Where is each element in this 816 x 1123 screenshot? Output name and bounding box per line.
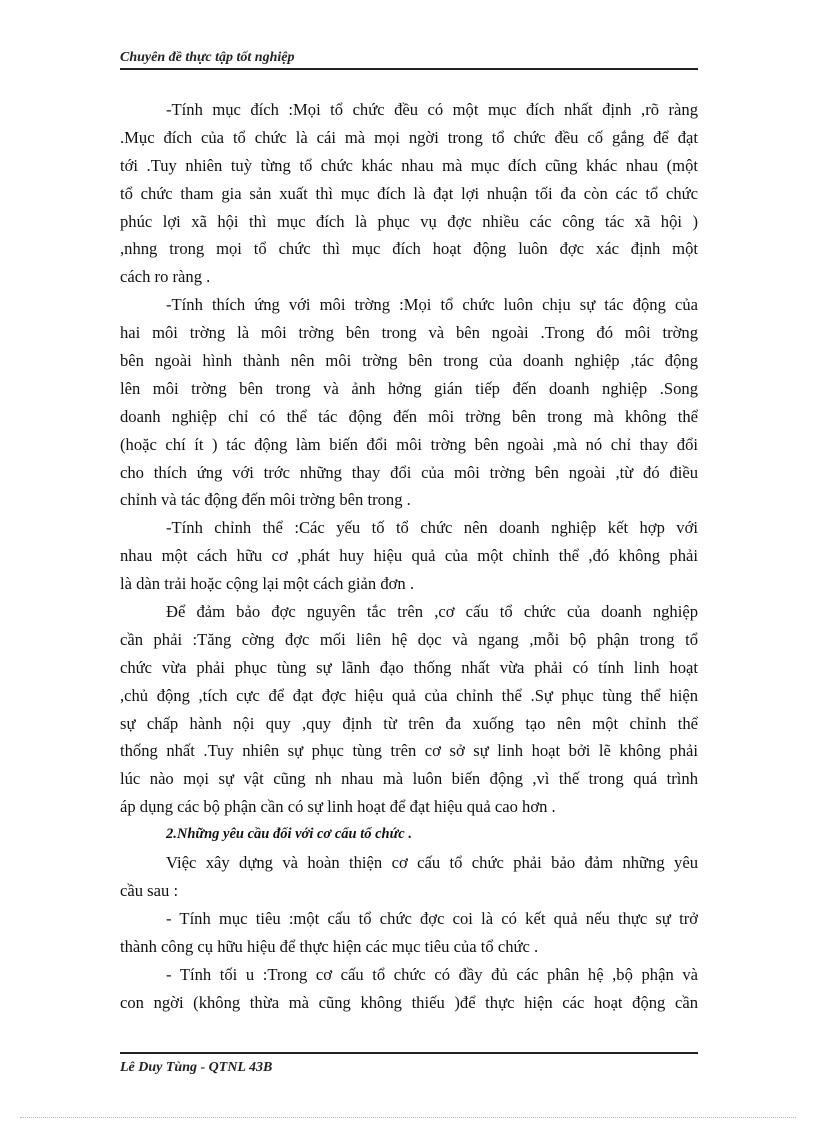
- text-line: chỉnh và tác động đến môi trờng bên trong .: [120, 490, 411, 510]
- text-line: áp dụng các bộ phận cần có sự linh hoạt để đạt hiệu quả cao hơn .: [120, 797, 556, 817]
- text-line: doanh nghiệp chỉ có thể tác động đến môi trờng bên trong mà không thể: [120, 406, 698, 426]
- text-line: .Mục đích của tổ chức là cái mà mọi ngời trong tổ chức đều cố gắng để đạt: [120, 127, 698, 147]
- text-line: phúc lợi xã hội thì mục đích là phục vụ đợc nhiều các công tác xã hội ): [120, 211, 698, 231]
- text-line: lúc nào mọi sự vật cũng nh nhau mà luôn biến động ,vì thế trong quá trình: [120, 769, 698, 789]
- page-header: [120, 50, 698, 70]
- footer-author: Lê Duy Tùng - QTNL 43B: [120, 1060, 273, 1075]
- text-line: -Tính mục đích :Mọi tổ chức đều có một mục đích nhất định ,rõ ràng: [166, 100, 698, 119]
- text-line: thành công cụ hữu hiệu để thực hiện các mục tiêu của tổ chức .: [120, 936, 539, 956]
- text-line: -Tính thích ứng với môi trờng :Mọi tổ chức luôn chịu sự tác động của: [166, 295, 698, 315]
- text-line: tổ chức tham gia sản xuất thì mục đích là đạt lợi nhuận tối đa còn các tổ chức: [120, 183, 698, 203]
- text-line: nhau một cách hữu cơ ,phát huy hiệu quả của một chỉnh thể ,đó không phải: [120, 546, 698, 566]
- page-footer: [120, 1052, 698, 1084]
- text-line: ,nhng trong mọi tổ chức thì mục đích hoạt động luôn đợc xác định một: [120, 239, 698, 259]
- document-body: [120, 96, 698, 1016]
- text-line: cầu sau :: [120, 880, 179, 900]
- text-line: cho thích ứng với trớc những thay đổi của môi trờng bên ngoài ,từ đó điều: [120, 462, 698, 482]
- text-line: lên môi trờng bên trong và ảnh hởng gián tiếp đến doanh nghiệp .Song: [120, 378, 698, 398]
- text-line: Việc xây dựng và hoàn thiện cơ cấu tổ chức phải bảo đảm những yêu: [166, 853, 698, 873]
- text-line: là dàn trải hoặc cộng lại một cách giản đơn .: [120, 574, 414, 594]
- page-boundary-divider: [20, 1117, 796, 1118]
- text-line: - Tính tối u :Trong cơ cấu tổ chức có đầy đủ các phân hệ ,bộ phận và: [166, 964, 698, 984]
- text-line: tới .Tuy nhiên tuỳ từng tổ chức khác nhau mà mục đích cũng khác nhau (một: [120, 155, 698, 175]
- text-line: bên ngoài hình thành nên môi trờng bên trong của doanh nghiệp ,tác động: [120, 351, 698, 371]
- text-line: con ngời (không thừa mà cũng không thiếu )để thực hiện các hoạt động cần: [120, 992, 698, 1012]
- text-line: hai môi trờng là môi trờng bên trong và bên ngoài .Trong đó môi trờng: [120, 323, 698, 343]
- section-heading: 2.Những yêu cầu đối với cơ cấu tổ chức .: [166, 826, 412, 843]
- text-line: ,chủ động ,tích cực để đạt đợc hiệu quả của chỉnh thể .Sự phục tùng thể hiện: [120, 685, 698, 705]
- text-line: -Tính chỉnh thể :Các yếu tố tổ chức nên doanh nghiệp kết hợp với: [166, 518, 698, 538]
- text-line: thống nhất .Tuy nhiên sự phục tùng trên cơ sở sự linh hoạt bởi lẽ không phải: [120, 741, 698, 761]
- text-line: chức vừa phải phục tùng sự lãnh đạo thống nhất vừa phải có tính linh hoạt: [120, 657, 698, 677]
- text-line: cần phải :Tăng cờng đợc mối liên hệ dọc và ngang ,mỗi bộ phận trong tổ: [120, 629, 698, 649]
- header-title: Chuyên đề thực tập tốt nghiệp: [120, 50, 295, 65]
- text-line: cách ro ràng .: [120, 267, 211, 287]
- text-line: (hoặc chí ít ) tác động làm biến đổi môi trờng bên ngoài ,mà nó chỉ thay đổi: [120, 434, 698, 454]
- text-line: sự chấp hành nội quy ,quy định từ trên đa xuống tạo nên một chỉnh thể: [120, 713, 698, 733]
- text-line: - Tính mục tiêu :một cấu tổ chức đợc coi là có kết quả nếu thực sự trở: [166, 908, 698, 928]
- text-line: Để đảm bảo đợc nguyên tắc trên ,cơ cấu tổ chức của doanh nghiệp: [166, 602, 698, 622]
